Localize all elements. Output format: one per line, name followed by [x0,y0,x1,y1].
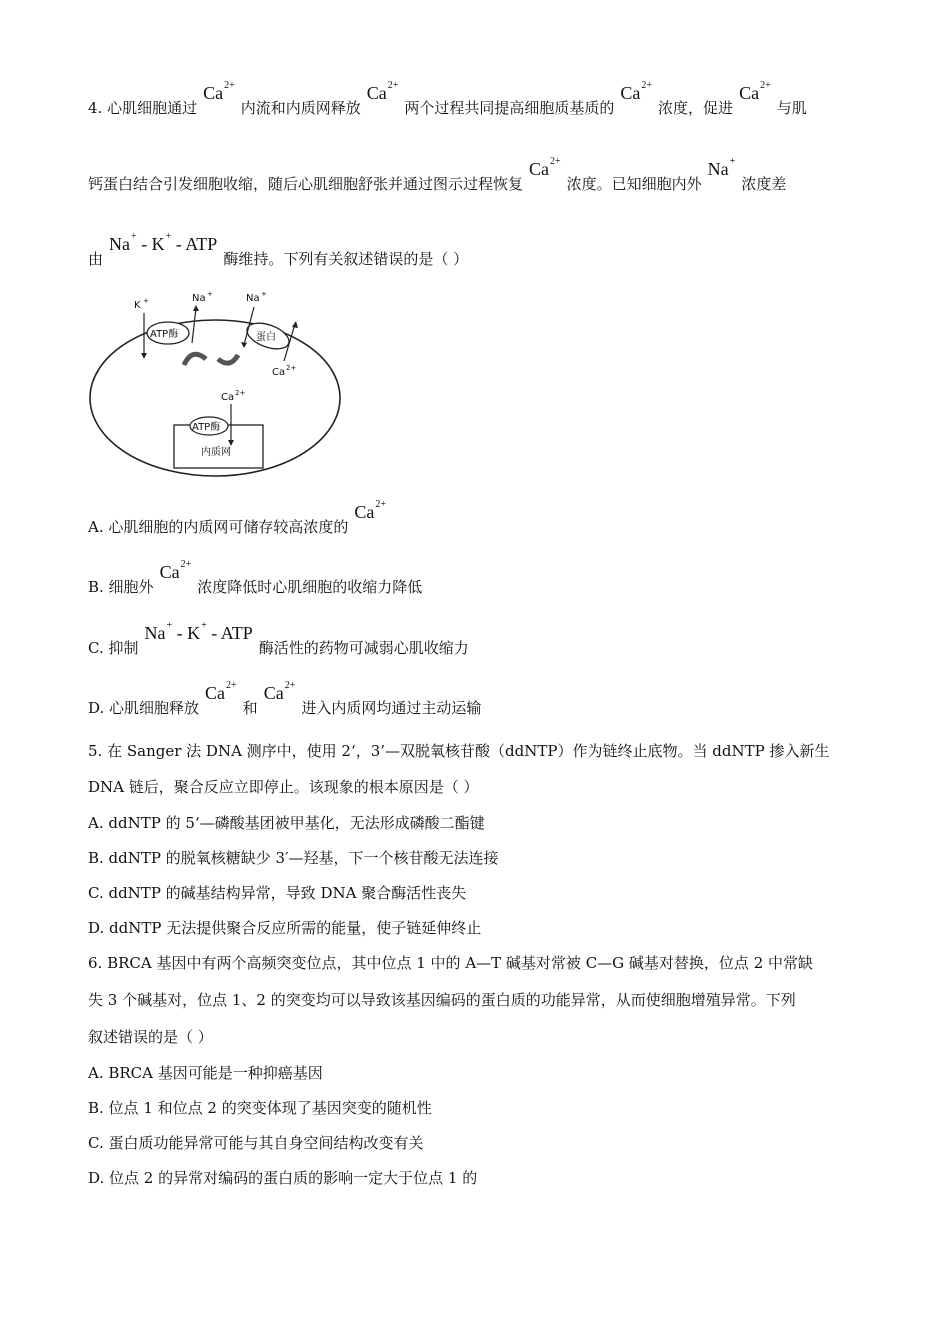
q6-option-d[interactable]: D. 位点 2 的异常对编码的蛋白质的影响一定大于位点 1 的 [88,1169,478,1187]
er-label: 内质网 [201,447,231,458]
q5-option-a[interactable]: A. ddNTP 的 5‘—磷酸基团被甲基化，无法形成磷酸二酯键 [88,814,485,832]
k-ion-label: K [134,300,141,311]
ca-charge-er: 2+ [235,389,246,397]
exchange-arrow-left [184,354,206,365]
na-ion-label-in: Na [246,293,260,304]
ca-ion: $Ca^{2+}$ [203,80,235,103]
na-out-arrow-head [193,305,199,311]
na-k-atp-pump: Na+ - K+ - ATP [109,231,218,254]
q4-stem-line3: 由Na+ - K+ - ATP酶维持。下列有关叙述错误的是（ ） [88,231,469,268]
ca-label-er: Ca [221,392,235,403]
ca-ion: $Ca^{2+}$ [620,80,653,103]
na-k-atp-pump: Na+ - K+ - ATP [144,620,253,643]
ca-ion: $Ca^{2+}$ [159,559,192,582]
q6-option-b[interactable]: B. 位点 1 和位点 2 的突变体现了基因突变的随机性 [88,1099,432,1117]
ca-ion: $Ca^{2+}$ [529,156,561,179]
q4-stem-line1: 4. 心肌细胞通过$Ca^{2+}$内流和内质网释放$Ca^{2+}$两个过程共同提高细胞质基质的$Ca^{2+}$浓度，促进$Ca^{2+}$与肌 [88,80,807,117]
ca-ion: $Ca^{2+}$ [366,80,399,103]
q4-stem-line2: 钙蛋白结合引发细胞收缩，随后心肌细胞舒张并通过图示过程恢复$Ca^{2+}$浓度。已知细胞内外Na+浓度差 [88,156,787,193]
q4-option-b[interactable]: B. 细胞外$Ca^{2+}$浓度降低时心肌细胞的收缩力降低 [88,559,423,596]
q4-option-c[interactable]: C. 抑制Na+ - K+ - ATP酶活性的药物可减弱心肌收缩力 [88,620,469,657]
ca-out-arrow-head [292,321,298,328]
ca-ion: $Ca^{2+}$ [739,80,771,103]
ca-ion: $Ca^{2+}$ [205,680,237,703]
k-arrow-head [141,353,147,359]
q5-option-c[interactable]: C. ddNTP 的碱基结构异常，导致 DNA 聚合酶活性丧失 [88,884,467,902]
atpase-label: ATP酶 [150,329,179,340]
q5-option-b[interactable]: B. ddNTP 的脱氧核糖缺少 3′—羟基，下一个核苷酸无法连接 [88,849,499,867]
na-ion-label-out: Na [192,293,206,304]
q6-stem-line2: 失 3 个碱基对，位点 1、2 的突变均可以导致该基因编码的蛋白质的功能异常，从而使细胞增殖异常。下列 [88,991,796,1009]
protein-label: 蛋白 [256,332,276,343]
q5-stem-line1: 5. 在 Sanger 法 DNA 测序中，使用 2‘，3’—双脱氧核苷酸（ddNTP）作为链终止底物。当 ddNTP 掺入新生 [88,742,830,760]
k-ion-charge: + [143,297,149,305]
q5-option-d[interactable]: D. ddNTP 无法提供聚合反应所需的能量，使子链延伸终止 [88,919,482,937]
exchange-arrow-right [218,355,238,363]
q6-option-c[interactable]: C. 蛋白质功能异常可能与其自身空间结构改变有关 [88,1134,424,1152]
na-in-arrow-head [241,342,247,348]
na-ion: Na+ [707,156,736,179]
q6-stem-line1: 6. BRCA 基因中有两个高频突变位点，其中位点 1 中的 A—T 碱基对常被 C—G 碱基对替换，位点 2 中常缺 [88,954,814,972]
q6-stem-line3: 叙述错误的是（ ） [88,1028,213,1046]
ca-label-out: Ca [272,367,286,378]
ca-ion: $Ca^{2+}$ [354,499,387,522]
cell-diagram [88,283,350,483]
na-ion-charge-out: + [207,290,213,298]
er-atpase-label: ATP酶 [192,422,221,433]
q4-option-a[interactable]: A. 心肌细胞的内质网可储存较高浓度的$Ca^{2+}$ [88,499,387,536]
ca-charge-out: 2+ [286,364,297,372]
ca-ion: $Ca^{2+}$ [263,680,296,703]
q5-stem-line2: DNA 链后，聚合反应立即停止。该现象的根本原因是（ ） [88,778,479,796]
na-ion-charge-in: + [261,290,267,298]
q6-option-a[interactable]: A. BRCA 基因可能是一种抑癌基因 [88,1064,323,1082]
na-out-arrow [192,308,196,343]
q4-option-d[interactable]: D. 心肌细胞释放$Ca^{2+}$和$Ca^{2+}$进入内质网均通过主动运输 [88,680,482,717]
